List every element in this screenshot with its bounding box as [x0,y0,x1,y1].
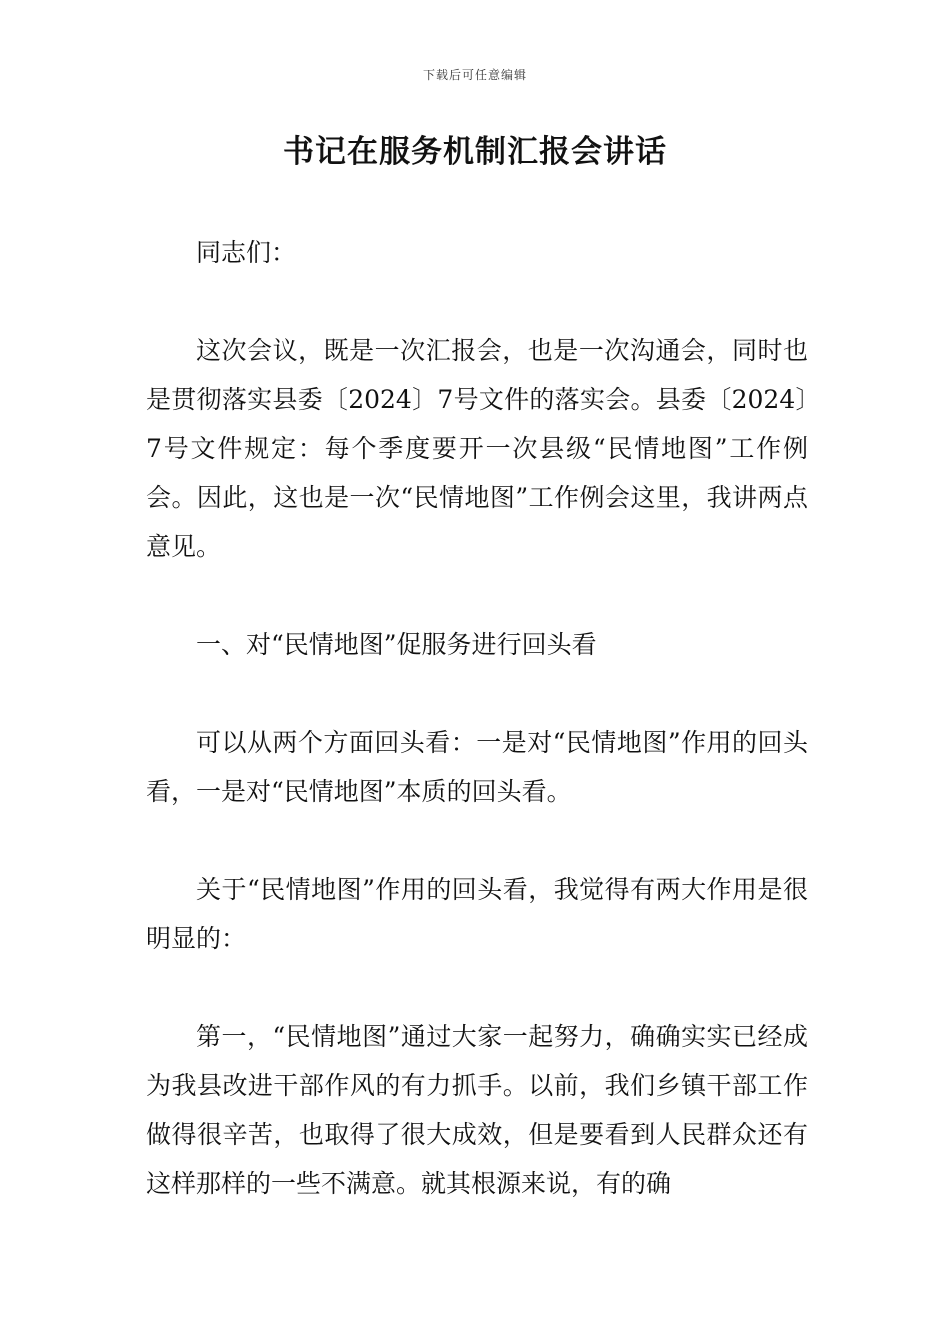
page-title: 书记在服务机制汇报会讲话 [283,134,667,170]
body-paragraph: 第一，“民情地图”通过大家一起努力，确确实实已经成为我县改进干部作风的有力抓手。以前，我们乡镇干部工作做得很辛苦，也取得了很大成效，但是要看到人民群众还有这样那样的一些不满意。就其根源来说，有的确 [146,1022,808,1198]
body-paragraph: 这次会议，既是一次汇报会，也是一次沟通会，同时也是贯彻落实县委〔2024〕7号文件的落实会。县委〔2024〕7号文件规定：每个季度要开一次县级“民情地图”工作例会。因此，这也是一次“民情地图”工作例会这里，我讲两点意见。 [146,336,808,561]
body-paragraph: 关于“民情地图”作用的回头看，我觉得有两大作用是很明显的： [146,875,808,953]
section-heading: 一、对“民情地图”促服务进行回头看 [196,630,597,659]
salutation-paragraph: 同志们： [196,238,297,267]
document-body [146,228,808,1208]
header-note: 下载后可任意编辑 [422,68,527,82]
body-paragraph: 可以从两个方面回头看：一是对“民情地图”作用的回头看，一是对“民情地图”本质的回头看。 [146,728,808,806]
